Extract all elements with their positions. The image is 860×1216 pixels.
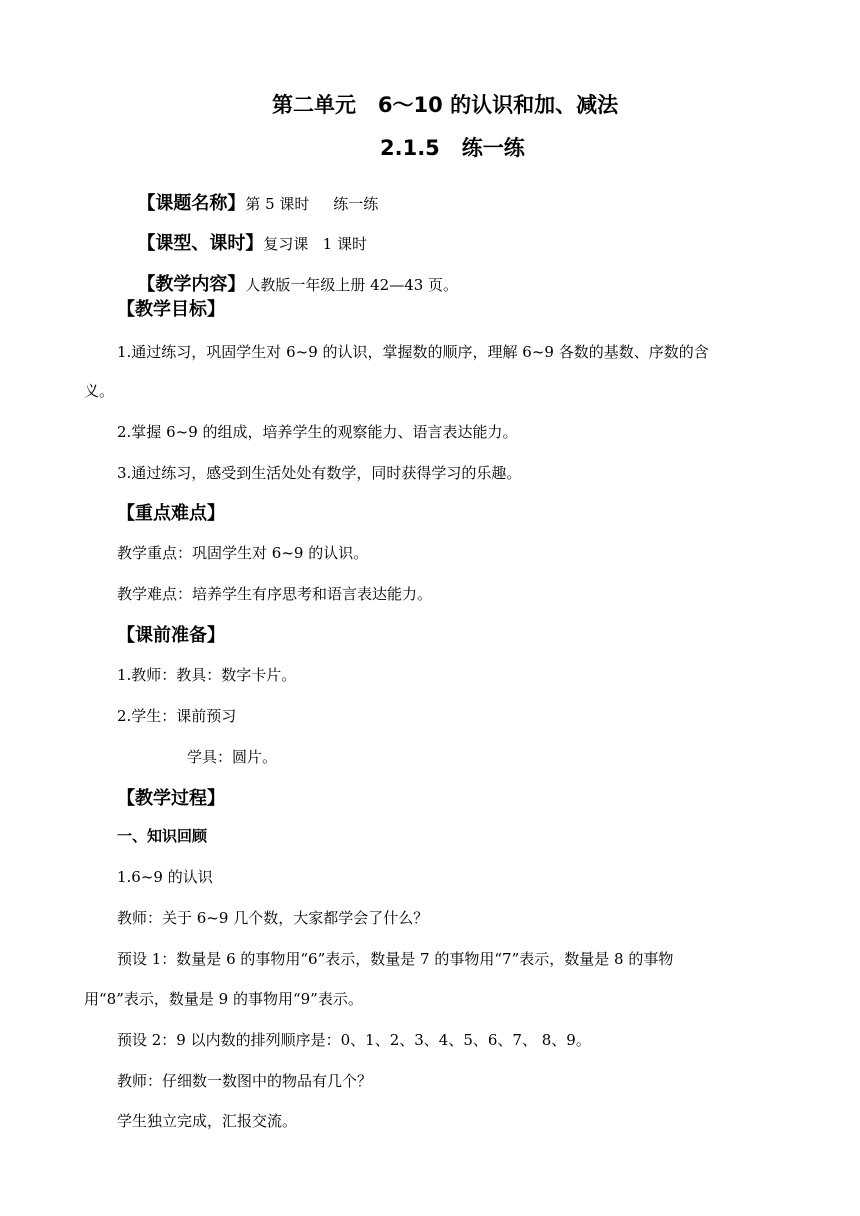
objective-1-line-1: 1.通过练习，巩固学生对 6~9 的认识，掌握数的顺序，理解 6~9 各数的基数、序数的含 bbox=[117, 343, 709, 361]
preset-1-line-1: 预设 1：数量是 6 的事物用“6”表示，数量是 7 的事物用“7”表示，数量是 8 的事物 bbox=[117, 950, 674, 968]
lesson-name-label: 【课题名称】 bbox=[137, 193, 246, 214]
difficult-point: 教学难点：培养学生有序思考和语言表达能力。 bbox=[117, 585, 433, 603]
preparation-student: 2.学生：课前预习 bbox=[117, 707, 237, 725]
student-activity: 学生独立完成，汇报交流。 bbox=[117, 1112, 298, 1130]
document-title: 第二单元 6～10 的认识和加、减法 bbox=[272, 93, 619, 117]
section-1-title: 一、知识回顾 bbox=[117, 827, 208, 845]
preparation-heading: 【课前准备】 bbox=[117, 625, 225, 646]
objective-3: 3.通过练习，感受到生活处处有数学，同时获得学习的乐趣。 bbox=[117, 464, 522, 482]
teacher-question-2: 教师：仔细数一数图中的物品有几个？ bbox=[117, 1072, 373, 1090]
lesson-name-value: 第 5 课时 练一练 bbox=[245, 195, 379, 213]
objective-1-line-2: 义。 bbox=[84, 382, 115, 400]
process-item-1: 1.6~9 的认识 bbox=[117, 868, 213, 886]
preset-1-line-2: 用“8”表示，数量是 9 的事物用“9”表示。 bbox=[84, 990, 363, 1008]
lesson-type-label: 【课型、课时】 bbox=[137, 233, 264, 254]
preparation-student-tools: 学具：圆片。 bbox=[187, 748, 278, 766]
document-subtitle: 2.1.5 练一练 bbox=[380, 136, 525, 160]
content-value: 人教版一年级上册 42—43 页。 bbox=[245, 276, 459, 294]
preparation-teacher: 1.教师：教具：数字卡片。 bbox=[117, 666, 297, 684]
process-heading: 【教学过程】 bbox=[117, 788, 225, 809]
preset-2: 预设 2：9 以内数的排列顺序是：0、1、2、3、4、5、6、7、 8、9。 bbox=[117, 1031, 591, 1049]
teacher-question-1: 教师：关于 6~9 几个数，大家都学会了什么？ bbox=[117, 909, 429, 927]
objective-2: 2.掌握 6~9 的组成，培养学生的观察能力、语言表达能力。 bbox=[117, 423, 518, 441]
content-label: 【教学内容】 bbox=[137, 274, 246, 295]
key-point: 教学重点：巩固学生对 6~9 的认识。 bbox=[117, 544, 369, 562]
key-points-heading: 【重点难点】 bbox=[117, 503, 225, 524]
objectives-heading: 【教学目标】 bbox=[117, 299, 225, 320]
lesson-type-value: 复习课 1 课时 bbox=[263, 235, 367, 253]
